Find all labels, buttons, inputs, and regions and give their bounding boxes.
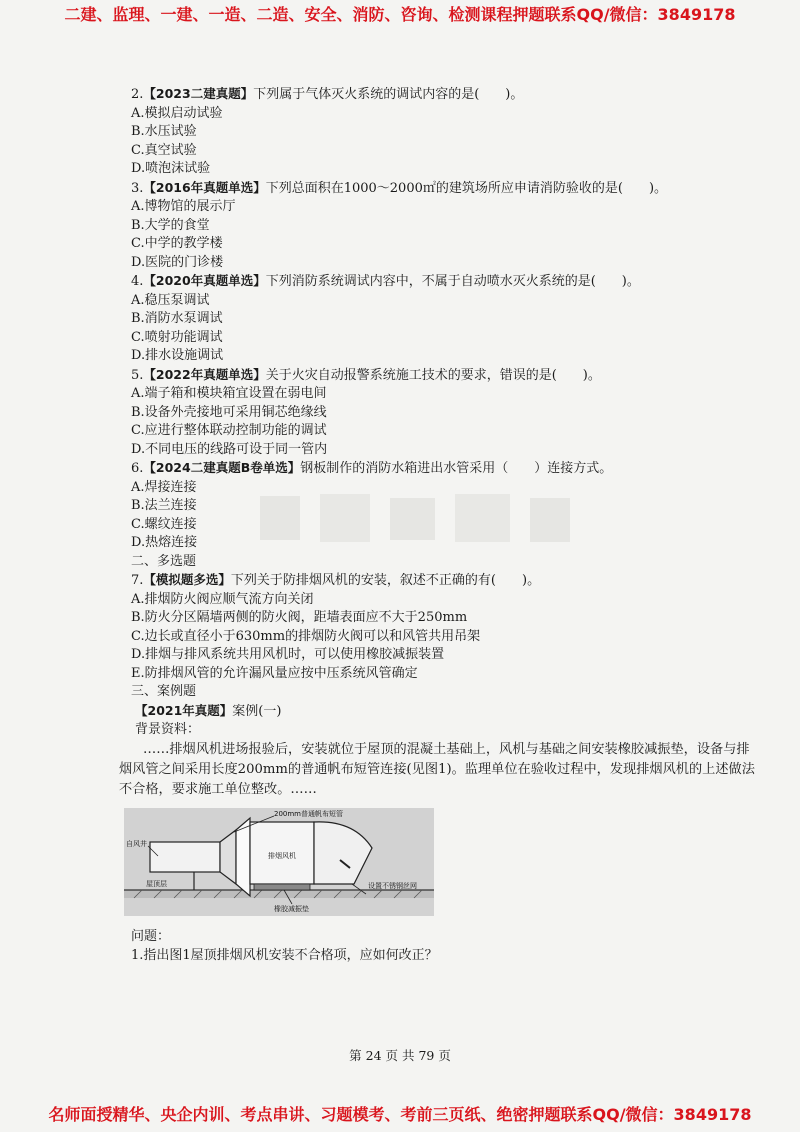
fan-inlet-cone [236,818,250,896]
figure-1-fan-installation [124,808,434,916]
option-b: B.设备外壳接地可采用铜芯绝缘线 [131,404,327,420]
option-c: C.中学的教学楼 [131,236,223,251]
question-stem: 下列关于防排烟风机的安装，叙述不正确的有( )。 [230,573,541,588]
option-d: D.排水设施调试 [131,348,224,363]
label-inlet: 自风井 [126,839,147,848]
option-b: B.消防水泵调试 [131,311,223,326]
option-c: C.应进行整体联动控制功能的调试 [131,423,327,438]
question-number: 4. [131,274,144,289]
question-4 [131,272,731,366]
question-list [131,85,731,553]
question-3 [131,179,731,273]
option-b: B.大学的食堂 [131,217,210,233]
question-stem: 下列总面积在1000～2000㎡的建筑场所应申请消防验收的是( )。 [265,180,668,196]
option-c: C.真空试验 [131,142,197,158]
option-c: C.边长或直径小于630mm的排烟防火阀可以和风管共用吊架 [131,628,481,644]
option-b: B.防火分区隔墙两侧的防火阀，距墙表面应不大于250mm [131,610,468,625]
label-fan: 排烟风机 [268,851,296,860]
case-name: 案例(一) [232,703,282,719]
label-canvas-duct: 200mm普通帆布短管 [274,809,343,818]
label-mesh: 设置不锈钢丝网 [368,881,417,890]
question-source-tag: 【2020年真题单选】 [143,273,266,288]
label-roof: 屋顶层 [146,879,167,888]
option-e: E.防排烟风管的允许漏风量应按中压系统风管确定 [131,665,418,681]
option-a: A.模拟启动试验 [131,105,223,121]
question-source-tag: 【模拟题多选】 [143,572,231,587]
option-c: C.喷射功能调试 [131,329,223,345]
background-label: 背景资料： [135,722,201,737]
question-2 [131,85,731,179]
question-source-tag: 【2024二建真题B卷单选】 [143,460,301,475]
option-a: A.焊接连接 [131,479,197,495]
rubber-pad [254,884,310,890]
option-d: D.热熔连接 [131,535,198,550]
section-heading-multiple-choice: 二、多选题 [131,553,197,569]
question-number: 3. [131,180,144,196]
label-pad: 橡胶减振垫 [274,904,309,913]
question-stem: 关于火灾自动报警系统施工技术的要求，错误的是( )。 [265,367,601,383]
footer-banner: 名师面授精华、央企内训、考点串讲、习题模考、考前三页纸、绝密押题联系QQ/微信：3849178 [48,1105,752,1124]
case-paragraph: ……排烟风机进场报验后，安装就位于屋顶的混凝土基础上，风机与基础之间安装橡胶减振垫，设备与排烟风管之间采用长度200mm的普通帆布短管连接(见图1)。监理单位在验收过程中，发现排烟风机的上述做法不合格，要求施工单位整改。…… [119,741,755,797]
inlet-duct [150,842,220,872]
question-7 [131,571,731,683]
document-body [119,85,755,965]
case-question-1: 1.指出图1屋顶排烟风机安装不合格项，应如何改正？ [131,947,438,963]
option-a: A.端子箱和模块箱宜设置在弱电间 [131,386,327,401]
option-b: B.法兰连接 [131,498,197,513]
option-d: D.不同电压的线路可设于同一管内 [131,441,328,457]
question-stem: 钢板制作的消防水箱进出水管采用（ ）连接方式。 [300,461,613,476]
page-number: 第 24 页 共 79 页 [349,1048,451,1063]
roof-slab [124,890,434,898]
question-source-tag: 【2022年真题单选】 [143,366,266,382]
question-number: 2. [131,87,144,102]
questions-label: 问题： [131,929,171,944]
case-source-tag: 【2021年真题】 [135,702,233,718]
option-d: D.喷泡沫试验 [131,161,211,176]
header-banner: 二建、监理、一建、一造、二造、安全、消防、咨询、检测课程押题联系QQ/微信：3849178 [64,5,736,24]
question-stem: 下列属于气体灭火系统的调试内容的是( )。 [253,87,524,102]
option-d: D.排烟与排风系统共用风机时，可以使用橡胶减振装置 [131,647,445,662]
option-a: A.博物馆的展示厅 [131,199,236,214]
option-a: A.排烟防火阀应顺气流方向关闭 [131,591,314,607]
question-number: 5. [131,367,144,383]
question-6 [131,459,731,553]
question-5 [131,366,731,460]
section-heading-case-study: 三、案例题 [131,684,197,699]
option-c: C.螺纹连接 [131,516,197,532]
option-a: A.稳压泵调试 [131,292,210,308]
case-title [135,702,731,722]
question-stem: 下列消防系统调试内容中，不属于自动喷水灭火系统的是( )。 [265,274,640,289]
question-number: 7. [131,573,144,588]
question-source-tag: 【2023二建真题】 [143,86,254,101]
question-number: 6. [131,461,144,476]
question-source-tag: 【2016年真题单选】 [143,179,266,195]
option-d: D.医院的门诊楼 [131,254,224,270]
option-b: B.水压试验 [131,124,197,139]
